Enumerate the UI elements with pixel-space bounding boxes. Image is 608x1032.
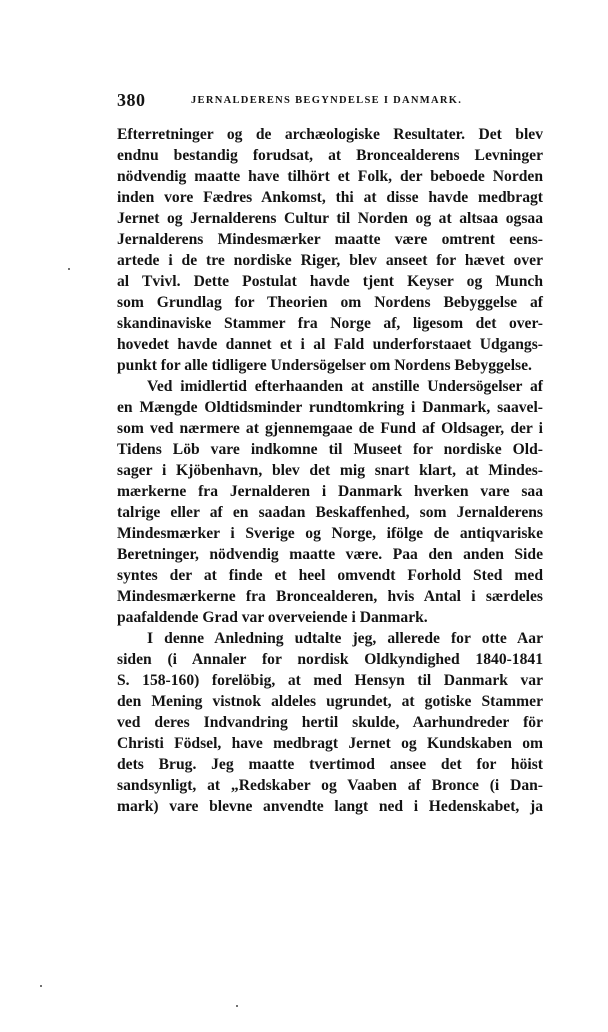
body-text: [117, 124, 543, 817]
text-line: dets Brug. Jeg maatte tvertimod ansee det for höist: [117, 756, 543, 773]
text-line: mærkerne fra Jernalderen i Danmark hverken vare saa: [117, 483, 543, 500]
paper-speck: [40, 985, 42, 987]
text-line: Christi Födsel, have medbragt Jernet og Kundskaben om: [117, 735, 543, 752]
text-line: Tidens Löb vare indkomne til Museet for nordiske Old-: [117, 441, 543, 458]
paragraph: [117, 376, 543, 628]
text-line: mark) vare blevne anvendte langt ned i Hedenskabet, ja: [117, 798, 543, 815]
text-line: punkt for alle tidligere Undersögelser om Nordens Bebyggelse.: [117, 357, 532, 374]
text-line: inden vore Fædres Ankomst, thi at disse havde medbragt: [117, 189, 543, 206]
text-line: som Grundlag for Theorien om Nordens Bebyggelse af: [117, 294, 543, 311]
running-title: JERNALDERENS BEGYNDELSE I DANMARK.: [191, 95, 463, 106]
text-line: sandsynligt, at „Redskaber og Vaaben af Bronce (i Dan-: [117, 777, 543, 794]
text-line: talrige eller af en saadan Beskaffenhed, som Jernalderens: [117, 504, 543, 521]
text-line: syntes der at finde et heel omvendt Forhold Sted med: [117, 567, 543, 584]
text-line: paafaldende Grad var overveiende i Danmark.: [117, 609, 428, 626]
text-line: sager i Kjöbenhavn, blev det mig snart klart, at Mindes-: [117, 462, 543, 479]
paragraph: [117, 628, 543, 817]
text-line: nödvendig maatte have tilhört et Folk, der beboede Norden: [117, 168, 543, 185]
page-header: [117, 90, 547, 112]
text-line: skandinaviske Stammer fra Norge af, ligesom det over-: [117, 315, 543, 332]
text-line: artede i de tre nordiske Riger, blev anseet for hævet over: [117, 252, 543, 269]
paper-speck: [68, 268, 70, 270]
text-line: Beretninger, nödvendig maatte være. Paa den anden Side: [117, 546, 543, 563]
text-line: I denne Anledning udtalte jeg, allerede for otte Aar: [147, 630, 543, 647]
paper-speck: [236, 1005, 238, 1007]
text-line: en Mængde Oldtidsminder rundtomkring i Danmark, saavel-: [117, 399, 543, 416]
text-line: Ved imidlertid efterhaanden at anstille Undersögelser af: [147, 378, 543, 395]
text-line: hovedet havde dannet et i al Fald underforstaaet Udgangs-: [117, 336, 543, 353]
text-line: Efterretninger og de archæologiske Resultater. Det blev: [117, 126, 543, 143]
text-line: Mindesmærker i Sverige og Norge, ifölge de antiqvariske: [117, 525, 543, 542]
text-line: al Tvivl. Dette Postulat havde tjent Keyser og Munch: [117, 273, 543, 290]
text-line: Jernalderens Mindesmærker maatte være omtrent eens-: [117, 231, 543, 248]
text-line: den Mening vistnok aldeles ugrundet, at gotiske Stammer: [117, 693, 543, 710]
paragraph: [117, 124, 543, 376]
text-line: endnu bestandig forudsat, at Broncealderens Levninger: [117, 147, 543, 164]
text-line: ved deres Indvandring hertil skulde, Aarhundreder för: [117, 714, 543, 731]
text-line: Jernet og Jernalderens Cultur til Norden og at altsaa ogsaa: [117, 210, 543, 227]
text-line: siden (i Annaler for nordisk Oldkyndighed 1840-1841: [117, 651, 543, 668]
text-line: Mindesmærkerne fra Broncealderen, hvis Antal i særdeles: [117, 588, 543, 605]
text-line: som ved nærmere at gjennemgaae de Fund af Oldsager, der i: [117, 420, 543, 437]
page-number: 380: [117, 90, 146, 110]
text-line: S. 158-160) forelöbig, at med Hensyn til Danmark var: [117, 672, 543, 689]
